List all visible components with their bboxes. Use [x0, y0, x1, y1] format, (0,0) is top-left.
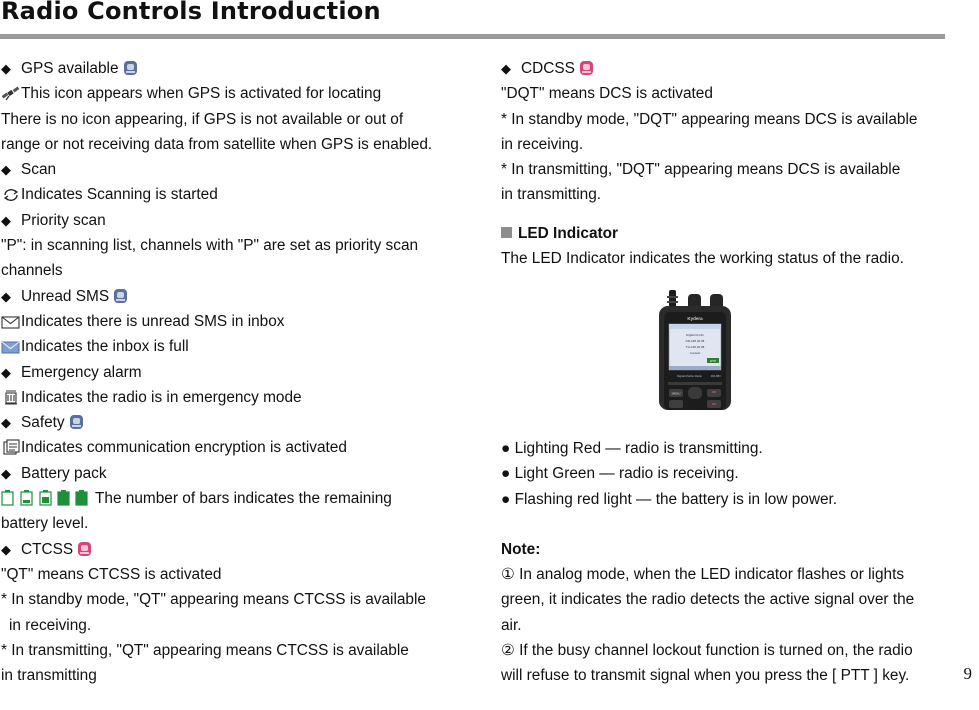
- ctcss-line-4: * In transmitting, "QT" appearing means CTCSS is available: [1, 641, 409, 659]
- safety-line-1: Indicates communication encryption is activated: [1, 435, 456, 460]
- left-column: [1, 56, 456, 688]
- scan-heading: ◆ Scan: [1, 157, 456, 182]
- diamond-bullet-icon: ◆: [1, 465, 11, 481]
- page-number: 9: [963, 664, 972, 683]
- phone-menu-key: MENU: [671, 391, 681, 396]
- battery-line-1: The number of bars indicates the remaining: [1, 486, 456, 511]
- battery-line-2: battery level.: [1, 515, 89, 533]
- diamond-bullet-icon: ◆: [1, 61, 11, 76]
- note-line-4: ② If the busy channel lockout function is turned on, the radio: [501, 642, 913, 660]
- diamond-bullet-icon: ◆: [1, 541, 11, 557]
- scan-line-1: Indicates Scanning is started: [1, 182, 456, 207]
- gps-line-3: range or not receiving data from satellite when GPS is enabled.: [1, 135, 433, 153]
- led-indicator-heading: LED Indicator: [501, 221, 951, 246]
- diamond-bullet-icon: ◆: [1, 288, 11, 304]
- radio-device-image: [655, 290, 735, 410]
- note-line-3: air.: [501, 616, 522, 634]
- safety-heading: ◆ Safety: [1, 410, 456, 435]
- phone-footer-model: DR-880: [711, 374, 721, 378]
- unread-sms-heading: ◆ Unread SMS: [1, 284, 456, 309]
- sms-line-2: Indicates the inbox is full: [1, 334, 456, 359]
- gps-line-1: This icon appears when GPS is activated for locating: [1, 81, 456, 106]
- phone-screen-line-2: DR-168 20:38: [685, 339, 705, 343]
- ctcss-line-2: * In standby mode, "QT" appearing means CTCSS is available: [1, 591, 426, 609]
- cdcss-line-3: in receiving.: [501, 135, 584, 153]
- led-bullet-green: ● Light Green — radio is receiving.: [501, 465, 739, 483]
- led-bullet-red: ● Lighting Red — radio is transmitting.: [501, 440, 763, 457]
- phone-brand: Kydera: [687, 316, 703, 321]
- square-bullet-icon: [501, 227, 512, 238]
- cdcss-heading: ◆ CDCSS: [501, 56, 951, 81]
- cdcss-line-2: * In standby mode, "DQT" appearing means DCS is available: [501, 110, 918, 128]
- diamond-bullet-icon: ◆: [1, 212, 11, 228]
- phone-screen-line-3: TG-168 20:38: [685, 345, 705, 349]
- page-title: Radio Controls Introduction: [1, 0, 381, 25]
- sms-line-1: Indicates there is unread SMS in inbox: [1, 309, 456, 334]
- note-line-5: will refuse to transmit signal when you press the [ PTT ] key.: [501, 667, 910, 685]
- cdcss-line-4: * In transmitting, "DQT" appearing means DCS is available: [501, 161, 901, 179]
- diamond-bullet-icon: ◆: [501, 61, 511, 76]
- emergency-heading: ◆ Emergency alarm: [1, 360, 456, 385]
- cdcss-line-1: "DQT" means DCS is activated: [501, 85, 713, 103]
- priority-scan-heading: ◆ Priority scan: [1, 208, 456, 233]
- ctcss-line-5: in transmitting: [1, 667, 97, 685]
- ctcss-line-1: "QT" means CTCSS is activated: [1, 565, 222, 583]
- priority-line-1: "P": in scanning list, channels with "P" are set as priority scan: [1, 237, 419, 255]
- note-line-1: ① In analog mode, when the LED indicator flashes or lights: [501, 566, 905, 584]
- gps-heading: ◆ GPS available: [1, 56, 456, 81]
- priority-line-2: channels: [1, 262, 63, 280]
- battery-heading: ◆ Battery pack: [1, 461, 456, 486]
- phone-screen-mode: DTP: [710, 359, 716, 363]
- ctcss-line-3: in receiving.: [9, 616, 92, 634]
- gps-line-2: There is no icon appearing, if GPS is not available or out of: [1, 110, 404, 128]
- phone-screen-line-4: Contact: [689, 351, 701, 355]
- led-bullet-flashing: ● Flashing red light — the battery is in low power.: [501, 490, 838, 508]
- phone-screen-channel: Digital CH 01: [686, 333, 704, 337]
- diamond-bullet-icon: ◆: [1, 415, 11, 431]
- cdcss-line-5: in transmitting.: [501, 186, 602, 204]
- note-heading: Note:: [501, 540, 541, 558]
- diamond-bullet-icon: ◆: [1, 364, 11, 380]
- led-line-1: The LED Indicator indicates the working status of the radio.: [501, 250, 904, 268]
- phone-footer-label: Digital Mobile Radio: [677, 374, 702, 378]
- note-line-2: green, it indicates the radio detects the active signal over the: [501, 591, 915, 609]
- diamond-bullet-icon: ◆: [1, 162, 11, 178]
- right-column-lower: [501, 436, 951, 689]
- emergency-line-1: Indicates the radio is in emergency mode: [1, 385, 456, 410]
- ctcss-heading: ◆ CTCSS: [1, 537, 456, 562]
- title-underline: [0, 34, 945, 39]
- satellite-icon: [1, 84, 21, 109]
- right-column: [501, 56, 951, 271]
